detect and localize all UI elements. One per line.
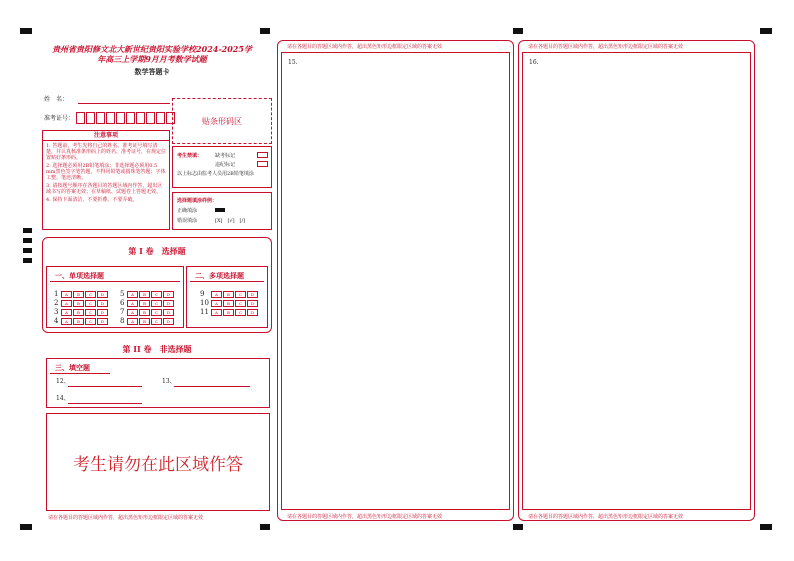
answer-area-q15[interactable] <box>281 52 510 510</box>
question-number: 1 <box>54 290 59 298</box>
question-row <box>54 299 108 307</box>
option-a[interactable]: A <box>211 300 222 307</box>
option-c[interactable]: C <box>151 291 162 298</box>
wrong-fill-samples: [X] [√] [/] <box>215 218 246 224</box>
q12-answer-line[interactable] <box>68 386 142 387</box>
answer-area-warning: 请在各题目的答题区域内作答，超出黑色矩形边框限定区域的答案无效 <box>287 514 443 520</box>
option-d[interactable]: D <box>163 309 174 316</box>
option-a[interactable]: A <box>127 318 138 325</box>
option-a[interactable]: A <box>127 291 138 298</box>
notice-item: 1. 答题前，考生先将自己的姓名、准考证号填写清楚，并认真核准条形码上的姓名、准考证号，在规定位置贴好条形码。 <box>46 143 167 161</box>
option-a[interactable]: A <box>61 291 72 298</box>
option-c[interactable]: C <box>151 318 162 325</box>
notice-box <box>42 130 170 230</box>
option-b[interactable]: B <box>223 309 234 316</box>
timing-mark <box>23 228 32 233</box>
registration-mark <box>513 524 523 530</box>
fill-blank-title-underline <box>50 373 110 374</box>
no-answer-zone <box>46 413 270 511</box>
timing-mark <box>23 248 32 253</box>
question-number: 7 <box>120 308 125 316</box>
option-a[interactable]: A <box>211 291 222 298</box>
registration-mark <box>760 28 772 34</box>
option-c[interactable]: C <box>85 300 96 307</box>
question-number: 6 <box>120 299 125 307</box>
option-d[interactable]: D <box>163 291 174 298</box>
option-d[interactable]: D <box>97 318 108 325</box>
multi-choice-title-underline <box>190 281 264 282</box>
question-number: 4 <box>54 317 59 325</box>
option-d[interactable]: D <box>97 300 108 307</box>
question-row <box>120 299 174 307</box>
question-row <box>200 290 258 298</box>
option-c[interactable]: C <box>235 309 246 316</box>
answer-area-warning: 请在各题目的答题区域内作答，超出黑色矩形边框限定区域的答案无效 <box>287 44 443 50</box>
correct-fill-sample <box>215 208 225 212</box>
section2-title: 第 II 卷 非选择题 <box>122 344 192 354</box>
barcode-area-label: 贴条形码区 <box>202 116 242 126</box>
question-row <box>54 317 108 325</box>
option-a[interactable]: A <box>127 300 138 307</box>
registration-mark <box>513 28 523 34</box>
question-row <box>120 308 174 316</box>
q13-answer-line[interactable] <box>174 386 250 387</box>
fill-example-title: 选择题填涂样例： <box>177 198 218 204</box>
option-d[interactable]: D <box>247 309 258 316</box>
option-b[interactable]: B <box>139 318 150 325</box>
option-c[interactable]: C <box>85 318 96 325</box>
option-c[interactable]: C <box>151 309 162 316</box>
option-d[interactable]: D <box>97 291 108 298</box>
option-d[interactable]: D <box>163 300 174 307</box>
exam-number-boxes[interactable] <box>76 112 175 124</box>
single-choice-title: 一、单项选择题 <box>55 271 104 280</box>
q14-answer-line[interactable] <box>68 403 142 404</box>
notice-title: 注意事项 <box>43 131 169 141</box>
fill-blank-title: 三、填空题 <box>55 363 90 372</box>
question-number: 5 <box>120 290 125 298</box>
multi-choice-title: 二、多项选择题 <box>195 271 244 280</box>
candidate-ban-box <box>172 146 272 188</box>
registration-mark <box>260 28 270 34</box>
exam-title-line2: 年高三上学期9月月考数学试题 <box>97 54 207 64</box>
option-c[interactable]: C <box>151 300 162 307</box>
exam-title-line1: 贵州省贵阳修文北大新世纪贵阳实验学校2024-2025学 <box>52 44 252 54</box>
question-number: 11 <box>200 308 209 316</box>
exam-number-label: 准考证号： <box>44 115 75 122</box>
name-label: 姓 名： <box>44 96 69 103</box>
registration-mark <box>20 524 32 530</box>
question-number: 3 <box>54 308 59 316</box>
q15-label: 15. <box>288 59 298 66</box>
q12-label: 12、 <box>56 378 70 385</box>
wrong-fill-label: 错误填涂 <box>177 218 198 224</box>
question-number: 10 <box>200 299 209 307</box>
option-b[interactable]: B <box>139 300 150 307</box>
option-d[interactable]: D <box>163 318 174 325</box>
option-b[interactable]: B <box>73 291 84 298</box>
registration-mark <box>760 524 772 530</box>
candidate-ban-label: 考生禁填： <box>177 153 203 159</box>
question-row <box>120 317 174 325</box>
option-a[interactable]: A <box>211 309 222 316</box>
registration-mark <box>20 28 32 34</box>
absent-mark-label: 缺考标记 <box>215 153 236 159</box>
option-c[interactable]: C <box>85 291 96 298</box>
option-a[interactable]: A <box>61 318 72 325</box>
option-c[interactable]: C <box>235 291 246 298</box>
option-b[interactable]: B <box>223 291 234 298</box>
option-b[interactable]: B <box>223 300 234 307</box>
section1-title: 第 I 卷 选择题 <box>128 246 186 256</box>
question-row <box>200 299 258 307</box>
violation-mark-box[interactable] <box>257 161 268 167</box>
registration-mark <box>260 524 270 530</box>
option-b[interactable]: B <box>73 318 84 325</box>
option-b[interactable]: B <box>73 309 84 316</box>
name-field[interactable] <box>78 103 170 104</box>
answer-area-warning: 请在各题目的答题区域内作答，超出黑色矩形边框限定区域的答案无效 <box>528 44 684 50</box>
exam-title <box>30 44 274 64</box>
question-number: 9 <box>200 290 205 298</box>
answer-area-warning: 请在各题目的答题区域内作答，超出黑色矩形边框限定区域的答案无效 <box>48 515 204 521</box>
answer-area-warning: 请在各题目的答题区域内作答，超出黑色矩形边框限定区域的答案无效 <box>528 514 684 520</box>
option-a[interactable]: A <box>61 309 72 316</box>
option-d[interactable]: D <box>247 300 258 307</box>
fill-blank-box <box>46 358 270 408</box>
notice-item: 3. 请按题号顺序在各题目的答题区域内作答，超出区域书写的答案无效；在草稿纸、试题卷上答题无效。 <box>46 183 163 195</box>
question-row <box>200 308 258 316</box>
single-choice-title-underline <box>50 281 180 282</box>
q13-label: 13、 <box>162 378 176 385</box>
option-b[interactable]: B <box>139 291 150 298</box>
question-row <box>120 290 174 298</box>
option-a[interactable]: A <box>61 300 72 307</box>
question-row <box>54 308 108 316</box>
option-b[interactable]: B <box>139 309 150 316</box>
no-answer-text: 考生请勿在此区域作答 <box>73 454 243 475</box>
option-a[interactable]: A <box>127 309 138 316</box>
answer-card-subtitle: 数学答题卡 <box>134 67 170 76</box>
option-d[interactable]: D <box>97 309 108 316</box>
option-c[interactable]: C <box>235 300 246 307</box>
candidate-ban-note: 以上标志由监考人员用2B铅笔填涂 <box>177 171 254 177</box>
timing-mark <box>23 238 32 243</box>
timing-mark <box>23 258 32 263</box>
question-number: 2 <box>54 299 59 307</box>
fill-example-box <box>172 192 272 230</box>
notice-item: 4. 保持卡面清洁，不要折叠、不要弄破。 <box>46 197 138 203</box>
barcode-area <box>172 98 272 144</box>
violation-mark-label: 违纪标记 <box>215 162 236 168</box>
correct-fill-label: 正确填涂 <box>177 208 198 214</box>
notice-item: 2. 选择题必须用2B铅笔填涂；非选择题必须用0.5 mm黑色签字笔答题，不得用铅笔或圆珠笔答题；字体工整、笔迹清晰。 <box>46 163 166 181</box>
q16-label: 16. <box>529 59 539 66</box>
q14-label: 14、 <box>56 395 70 402</box>
question-row <box>54 290 108 298</box>
question-number: 8 <box>120 317 125 325</box>
option-b[interactable]: B <box>73 300 84 307</box>
option-d[interactable]: D <box>247 291 258 298</box>
option-c[interactable]: C <box>85 309 96 316</box>
answer-area-q16[interactable] <box>522 52 751 510</box>
absent-mark-box[interactable] <box>257 152 268 158</box>
